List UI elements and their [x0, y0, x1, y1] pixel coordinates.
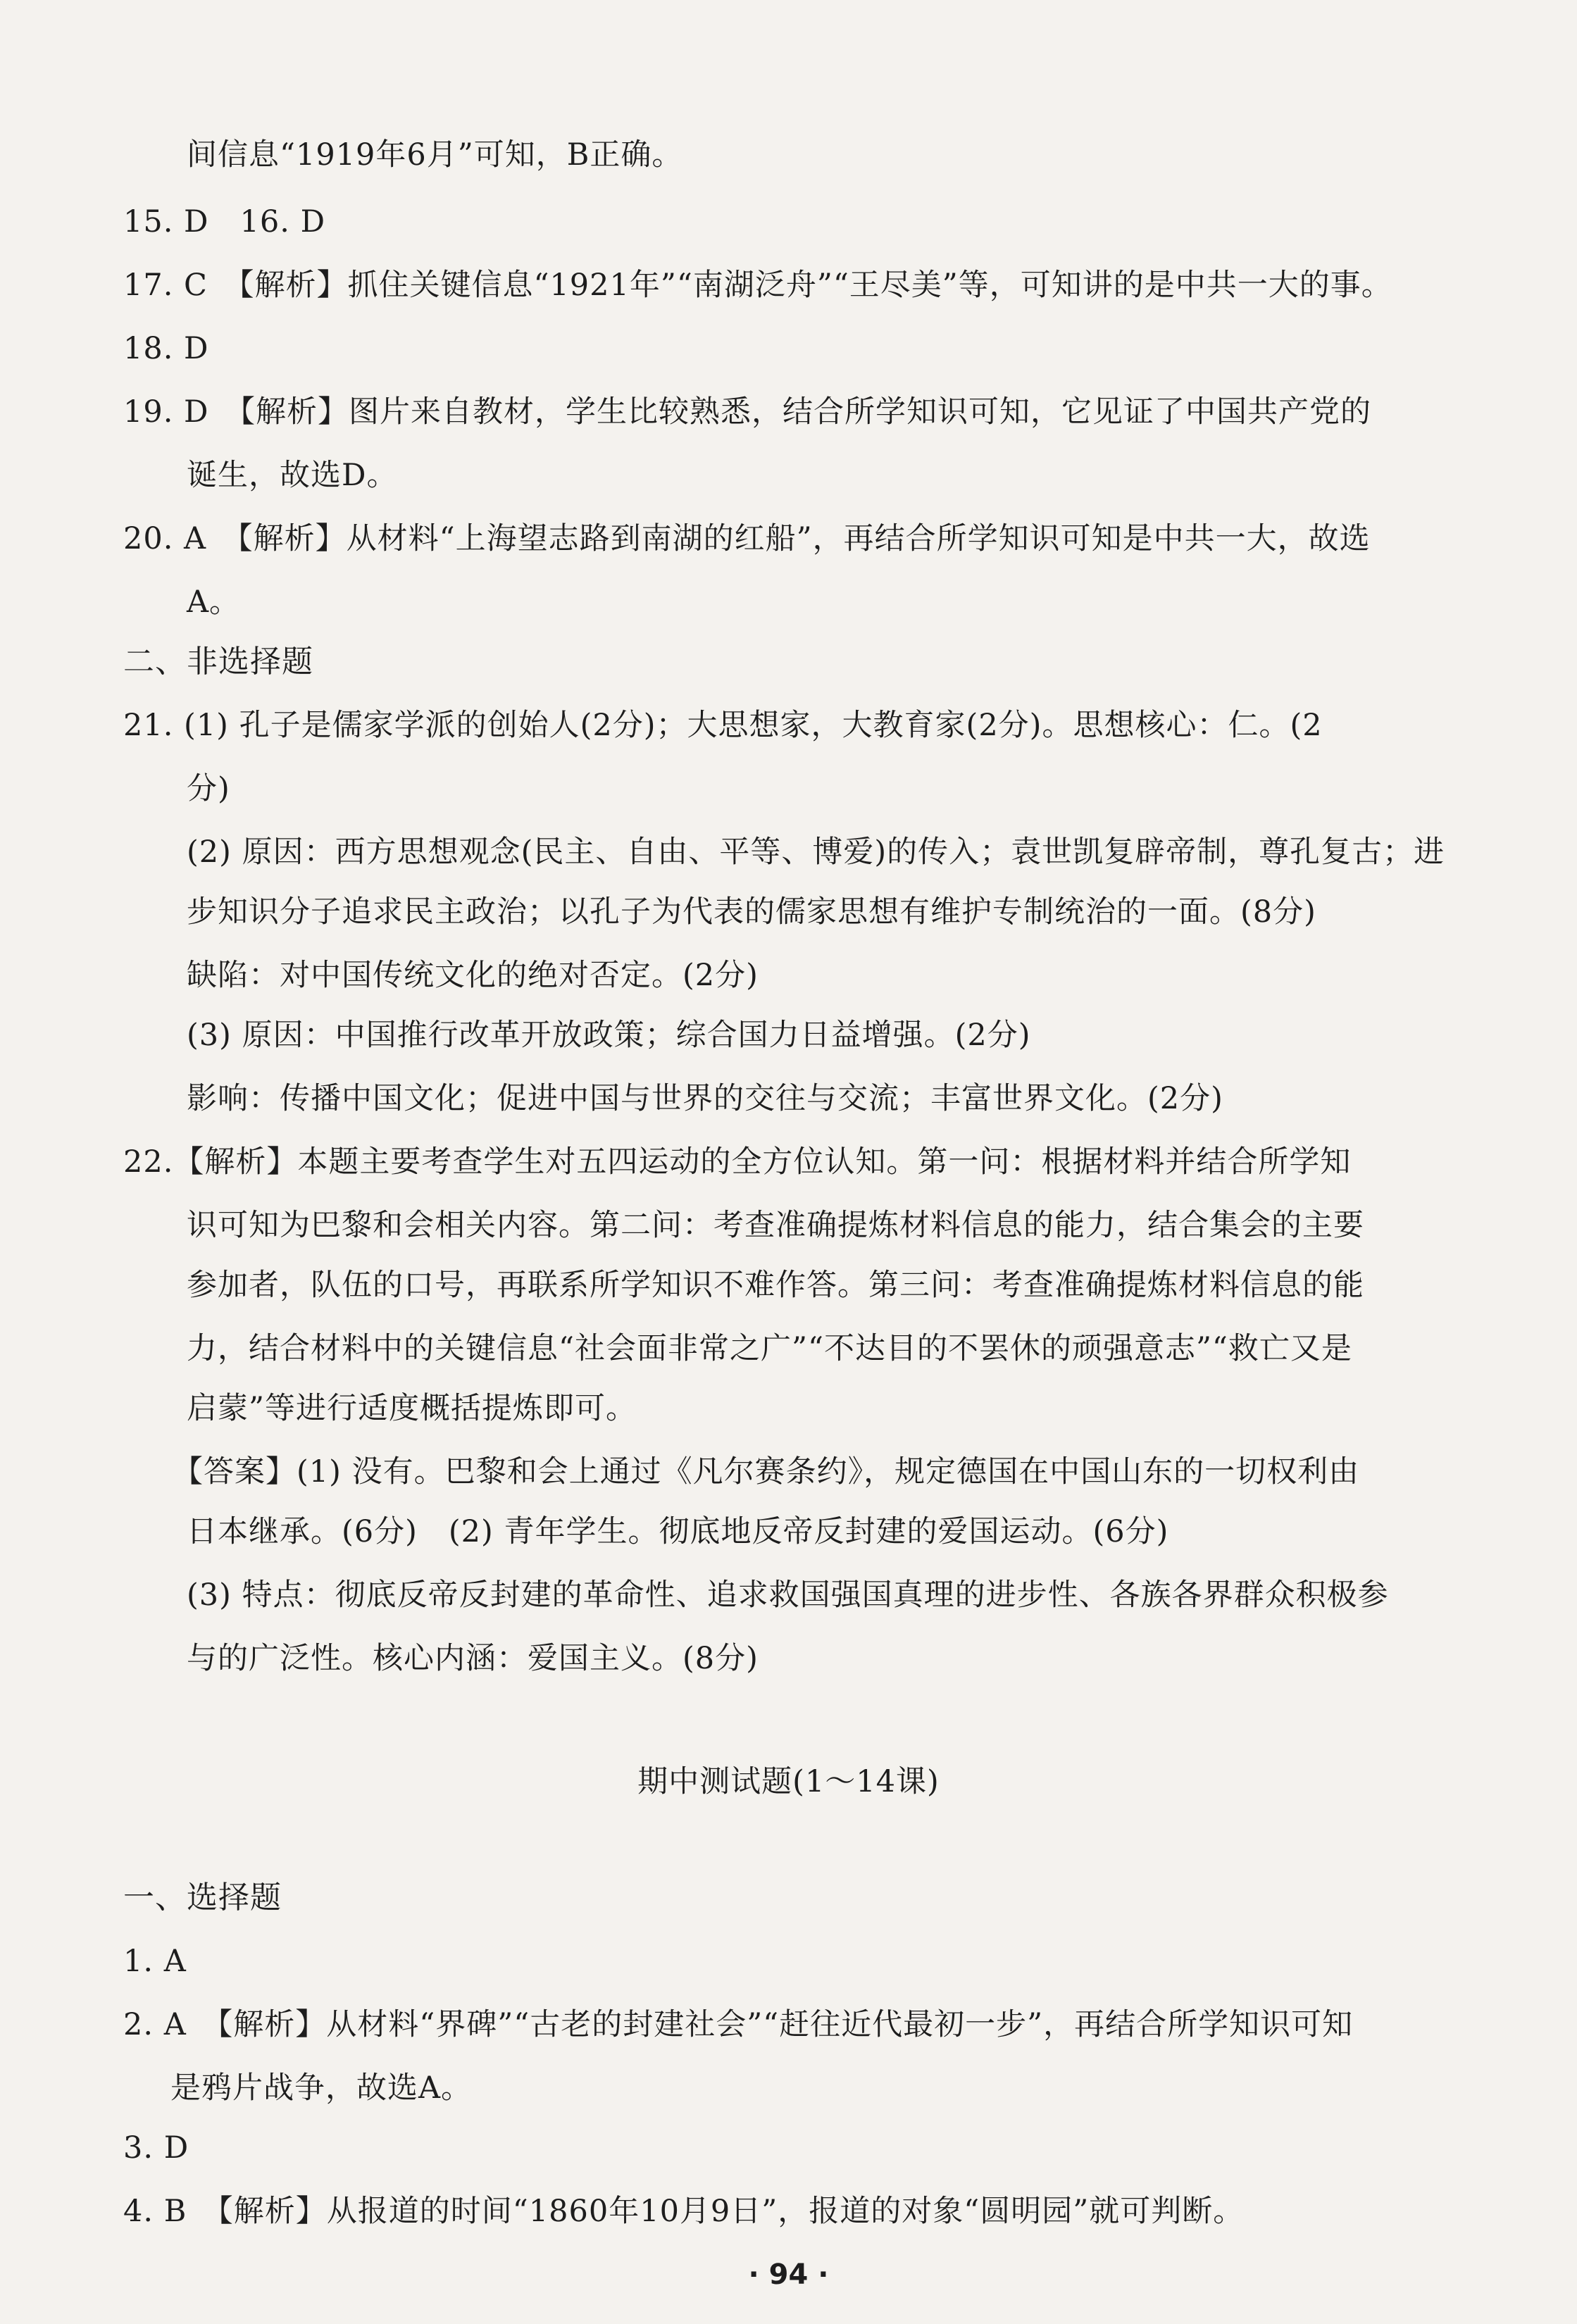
- section-title: 期中测试题(1～14课): [637, 1764, 940, 1799]
- text-line: 分): [187, 771, 230, 806]
- text-line: 步知识分子追求民主政治；以孔子为代表的儒家思想有维护专制统治的一面。(8分): [187, 894, 1316, 930]
- text-line: 影响：传播中国文化；促进中国与世界的交往与交流；丰富世界文化。(2分): [187, 1081, 1223, 1116]
- answer-item: 1. A: [123, 1944, 187, 1979]
- answer-item: 19. D 【解析】图片来自教材，学生比较熟悉，结合所学知识可知，它见证了中国共产党的: [123, 394, 1372, 430]
- text-line: 识可知为巴黎和会相关内容。第二问：考查准确提炼材料信息的能力，结合集会的主要: [187, 1208, 1364, 1243]
- answer-item: 17. C 【解析】抓住关键信息“1921年”“南湖泛舟”“王尽美”等，可知讲的是中共一大的事。: [123, 268, 1392, 303]
- text-line: 缺陷：对中国传统文化的绝对否定。(2分): [187, 958, 759, 993]
- text-line: (3) 特点：彻底反帝反封建的革命性、追求救国强国真理的进步性、各族各界群众积极参: [187, 1578, 1389, 1613]
- page-number: · 94 ·: [748, 2259, 829, 2291]
- text-line: 与的广泛性。核心内涵：爱国主义。(8分): [187, 1641, 759, 1676]
- section-heading: 一、选择题: [123, 1880, 282, 1916]
- answer-item: 20. A 【解析】从材料“上海望志路到南湖的红船”，再结合所学知识可知是中共一大，故选: [123, 521, 1371, 556]
- text-line: 日本继承。(6分) (2) 青年学生。彻底地反帝反封建的爱国运动。(6分): [187, 1514, 1169, 1549]
- text-line: 力，结合材料中的关键信息“社会面非常之广”“不达目的不罢休的顽强意志”“救亡又是: [187, 1331, 1352, 1366]
- text-line: 启蒙”等进行适度概括提炼即可。: [187, 1391, 637, 1426]
- answer-item: 2. A 【解析】从材料“界碑”“古老的封建社会”“赶往近代最初一步”，再结合所学知识可知: [123, 2007, 1354, 2042]
- answer-item: 21. (1) 孔子是儒家学派的创始人(2分)；大思想家，大教育家(2分)。思想核心：仁。(2: [123, 708, 1323, 743]
- answer-item: 15. D 16. D: [123, 204, 326, 239]
- text-line: 是鸦片战争，故选A。: [170, 2070, 473, 2106]
- answer-item: 22.【解析】本题主要考查学生对五四运动的全方位认知。第一问：根据材料并结合所学知: [123, 1144, 1352, 1180]
- text-line: A。: [187, 585, 241, 620]
- answer-item: 18. D: [123, 331, 209, 366]
- answer-item: 3. D: [123, 2130, 189, 2166]
- text-line: (3) 原因：中国推行改革开放政策；综合国力日益增强。(2分): [187, 1018, 1031, 1053]
- text-line: 诞生，故选D。: [187, 458, 398, 493]
- text-line: (2) 原因：西方思想观念(民主、自由、平等、博爱)的传入；袁世凯复辟帝制，尊孔复古；进: [187, 835, 1445, 870]
- answer-line: 【答案】(1) 没有。巴黎和会上通过《凡尔赛条约》，规定德国在中国山东的一切权利由: [173, 1454, 1360, 1489]
- answer-item: 4. B 【解析】从报道的时间“1860年10月9日”，报道的对象“圆明园”就可判断。: [123, 2194, 1245, 2229]
- text-line: 间信息“1919年6月”可知，B正确。: [187, 137, 683, 173]
- section-heading: 二、非选择题: [123, 644, 313, 680]
- text-line: 参加者，队伍的口号，再联系所学知识不难作答。第三问：考查准确提炼材料信息的能: [187, 1268, 1364, 1303]
